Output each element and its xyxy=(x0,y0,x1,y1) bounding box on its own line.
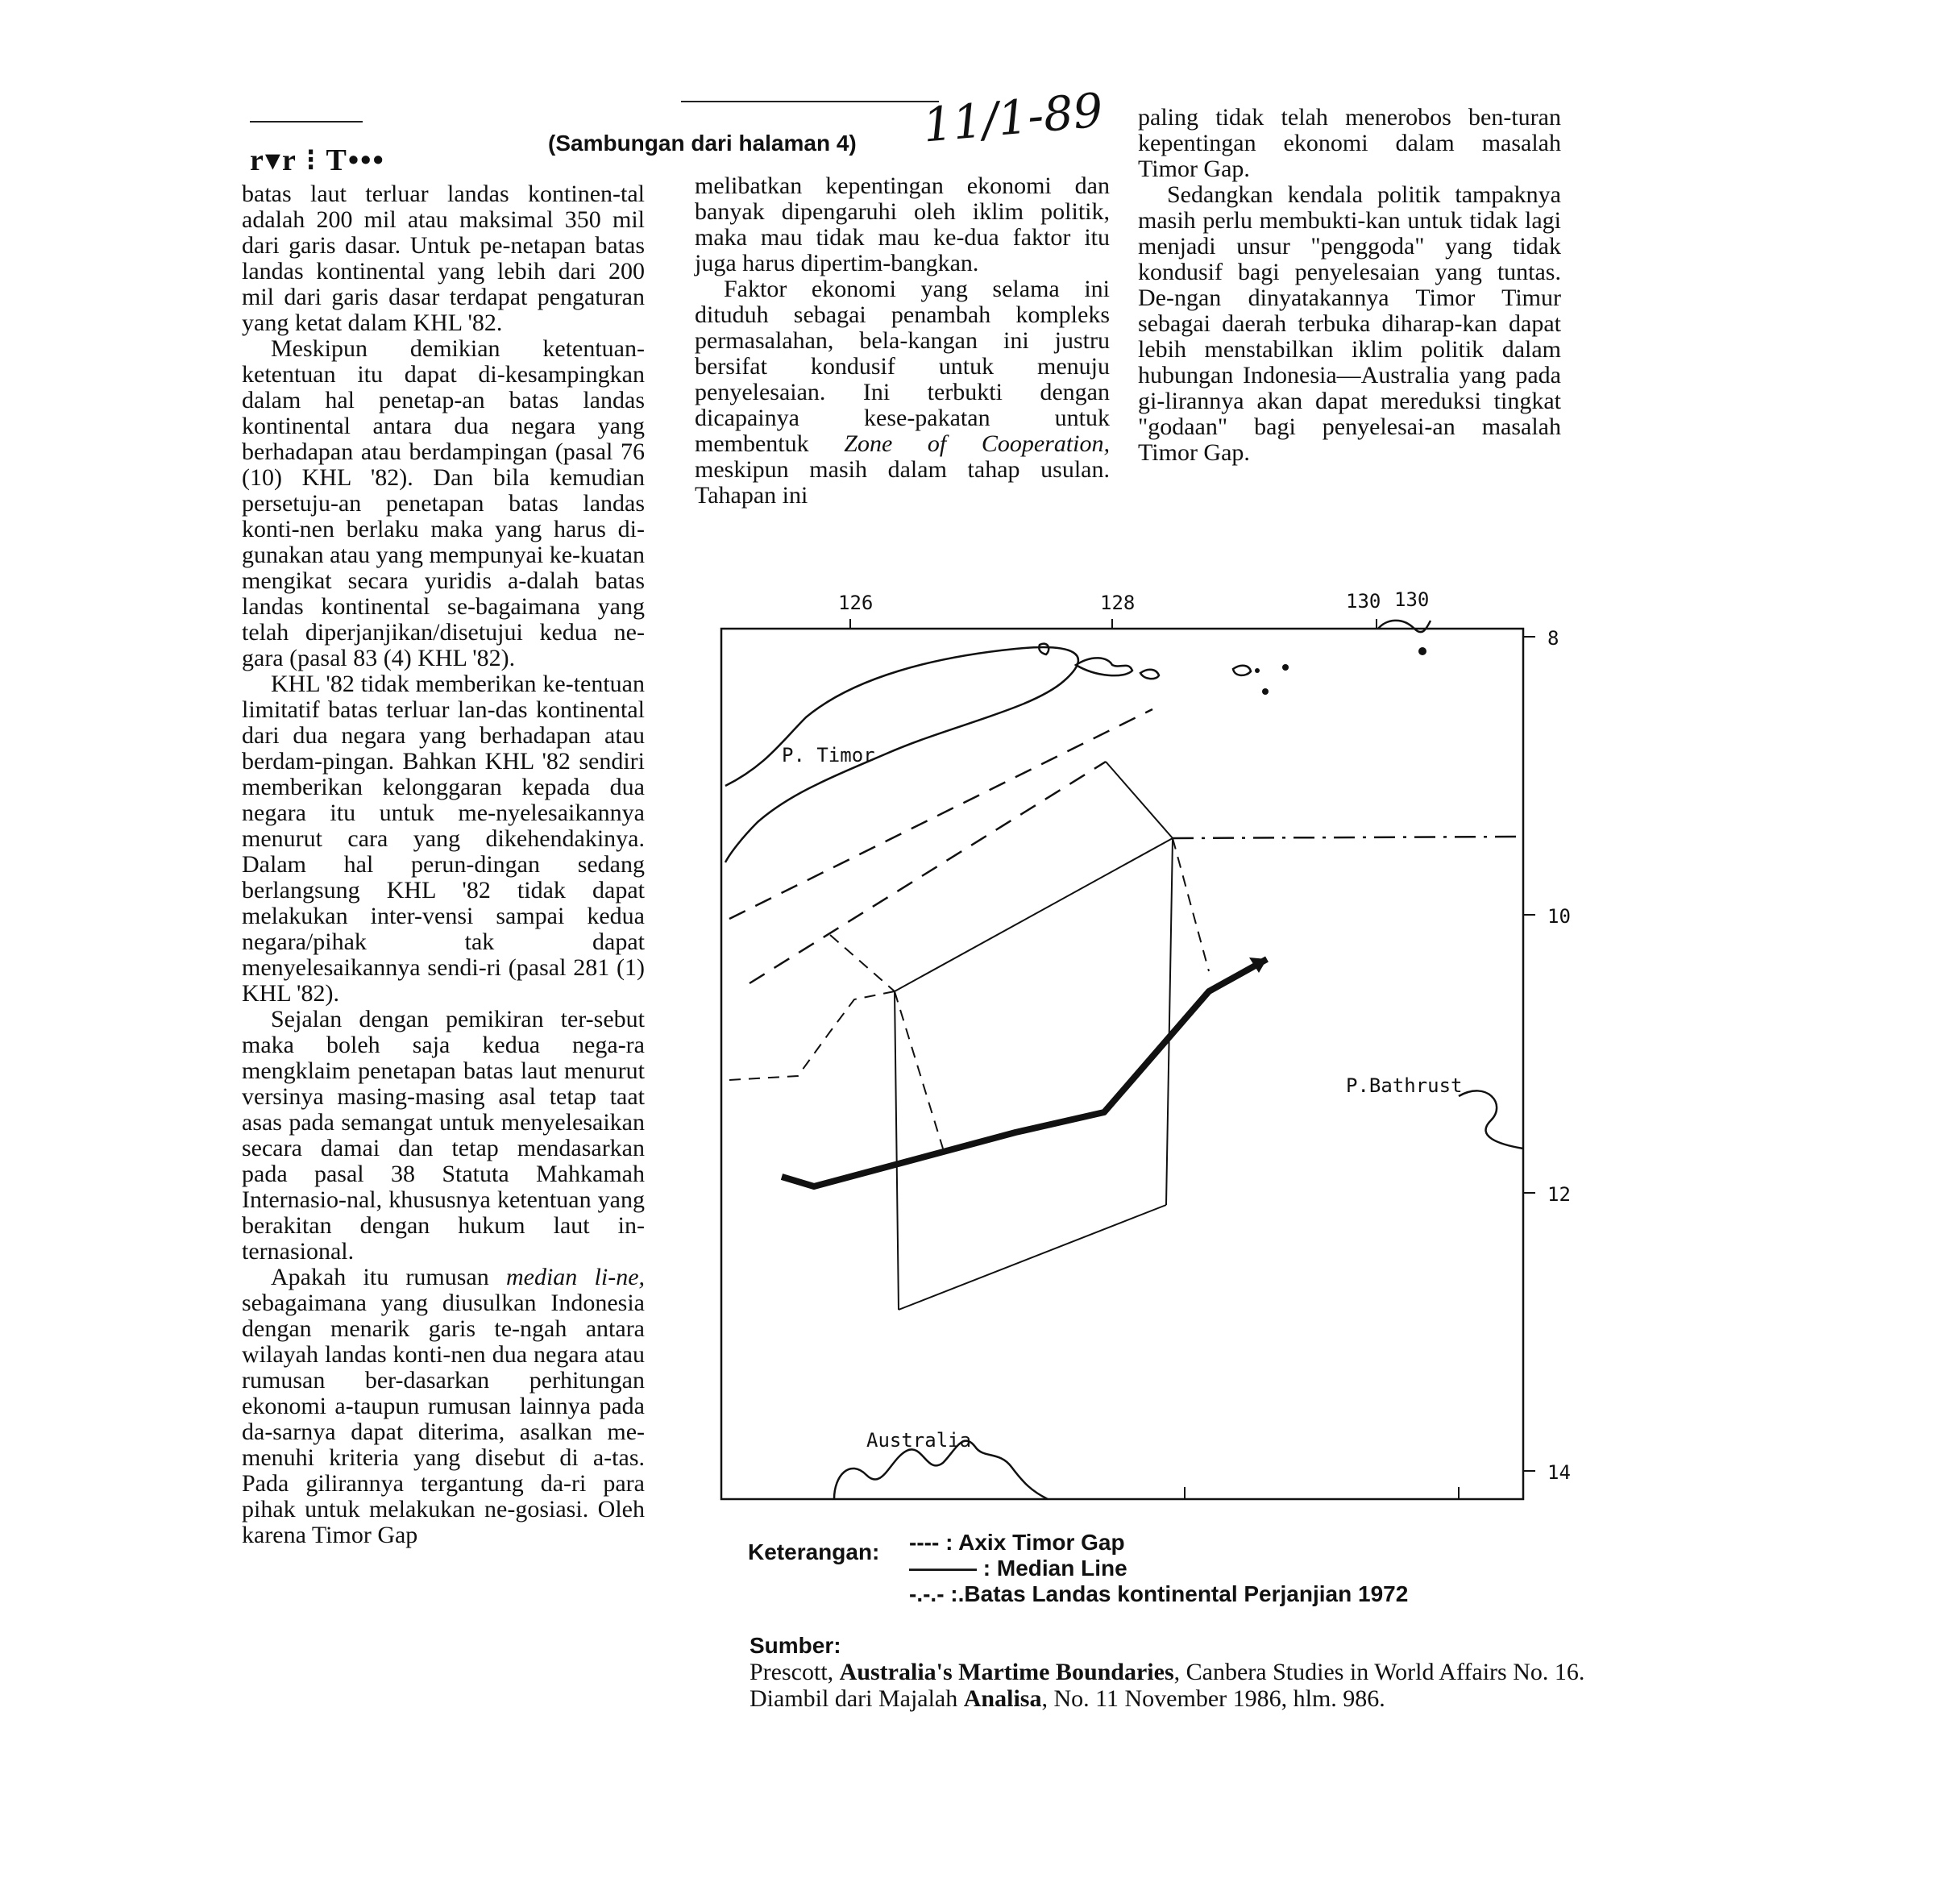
median-line-claim xyxy=(782,959,1267,1186)
text-run: , No. 11 November 1986, hlm. 986. xyxy=(1041,1685,1385,1712)
longitude-label: 130 xyxy=(1346,590,1381,613)
continuation-note: (Sambungan dari halaman 4) xyxy=(548,131,857,156)
island-dot xyxy=(1262,688,1269,695)
paragraph: KHL '82 tidak memberikan ke-tentuan limitatif batas terluar lan-das kontinental dari dua negara yang berhadapan atau berdam-pingan. Bahkan KHL '82 sendiri memberikan kelonggaran kepada dua negara itu untuk me-nyelesaikannya menurut cara yang dikehendakinya. Dalam hal perun-dingan sedang berlangsung KHL '82 tidak dapat melakukan inter-vensi sampai kedua negara/pihak tak dapat menyelesaikannya sendi-ri (pasal 281 (1) KHL '82). xyxy=(242,671,645,1007)
longitude-label: 126 xyxy=(838,592,874,614)
legend-title: Keterangan: xyxy=(748,1539,880,1564)
center-rule xyxy=(681,101,939,102)
paragraph: batas laut terluar landas kontinen-tal adalah 200 mil atau maksimal 350 mil dari garis dasar. Untuk pe-netapan batas landas kontinental yang lebih dari 200 mil dari garis dasar terdapat pengaturan yang ketat dalam KHL '82. xyxy=(242,181,645,336)
legend-item-treaty: -.-.- :.Batas Landas kontinental Perjanjian 1972 xyxy=(909,1581,1409,1606)
source-title: Australia's Martime Boundaries xyxy=(839,1659,1174,1685)
italic-term: median li-ne, xyxy=(505,1264,646,1290)
header-mark: r▾r ⁝ T••• xyxy=(250,143,385,177)
header-rule xyxy=(250,121,363,123)
latitude-label: 12 xyxy=(1547,1183,1571,1206)
italic-term: Zone of Cooperation, xyxy=(844,430,1110,457)
axis-connector xyxy=(1173,838,1209,971)
text-run: Prescott, xyxy=(750,1659,840,1685)
timor-label: P. Timor xyxy=(782,744,875,766)
magazine-name: Analisa xyxy=(963,1685,1042,1712)
longitude-label: 128 xyxy=(1100,592,1136,614)
text-run: Faktor ekonomi yang selama ini dituduh sebagai penambah kompleks permasalahan, bela-kangan ini justru bersifat kondusif untuk menuju penyelesaian. Ini terbukti dengan dicapainya kese-pakatan untuk membentuk xyxy=(695,276,1110,457)
paragraph: Meskipun demikian ketentuan-ketentuan itu dapat di-kesampingkan dalam hal penetap-an batas landas kontinental antara dua negara yang berhadapan atau berdampingan (pasal 76 (10) KHL '82). Dan bila kemudian persetuju-an penetapan batas landas konti-nen berlaku maka yang harus di-gunakan atau yang mempunyai ke-kuatan mengikat secara yuridis a-dalah batas landas kontinental se-bagaimana yang telah diperjanjikan/disetujui kedua ne-gara (pasal 83 (4) KHL '82). xyxy=(242,335,645,671)
source-citation xyxy=(750,1632,1596,1712)
treaty-1972-boundary xyxy=(1173,837,1523,838)
timor-gap-map xyxy=(693,580,1596,1515)
text-run: sebagaimana yang diusulkan Indonesia dengan menarik garis te-ngah antara wilayah landas konti-nen dua negara atau rumusan ber-dasarkan perhitungan ekonomi a-taupun rumusan lainnya pada da-sarnya dapat diterima, asalkan me-menuhi kriteria yang disebut di a-tas. Pada gilirannya tergantung da-ri para pihak untuk melakukan ne-gosiasi. Oleh karena Timor Gap xyxy=(242,1290,645,1548)
axis-timor-gap-line xyxy=(750,762,1106,983)
text-run: meskipun masih dalam tahap usulan. Tahapan ini xyxy=(695,456,1110,509)
article-column-3 xyxy=(1138,105,1561,466)
latitude-label: 10 xyxy=(1547,905,1571,928)
island-dot xyxy=(1282,664,1289,671)
longitude-label: 130 xyxy=(1394,588,1430,611)
australia-label: Australia xyxy=(866,1429,972,1452)
small-island xyxy=(1039,644,1049,654)
source-label: Sumber: xyxy=(750,1633,841,1658)
text-run: Apakah itu rumusan xyxy=(271,1264,506,1290)
source-text xyxy=(750,1659,1596,1712)
paragraph: Sedangkan kendala politik tampaknya masih perlu membukti-kan untuk tidak lagi menjadi unsur "penggoda" yang tidak kondusif bagi penyelesaian yang tuntas. De-ngan dinyatakannya Timor Timur sebagai daerah terbuka diharap-kan dapat lebih menstabilkan iklim politik dalam hubungan Indonesia—Australia yang pada gi-lirannya akan dapat mereduksi tingkat "godaan" bagi penyelesai-an masalah Timor Gap. xyxy=(1138,181,1561,466)
median-line xyxy=(895,838,1173,991)
handwritten-date: 11/1-89 xyxy=(920,82,1106,153)
timor-coastline xyxy=(725,647,1078,862)
median-line xyxy=(1106,762,1173,838)
paragraph: paling tidak telah menerobos ben-turan kepentingan ekonomi dalam masalah Timor Gap. xyxy=(1138,104,1561,182)
axis-connector xyxy=(895,991,943,1149)
small-island xyxy=(1378,621,1431,632)
small-island xyxy=(1140,670,1159,679)
small-island xyxy=(1233,666,1251,675)
axis-connector xyxy=(729,991,895,1080)
bathurst-coastline xyxy=(1459,1090,1523,1149)
median-line xyxy=(899,1205,1166,1310)
axis-timor-gap-line xyxy=(729,709,1152,919)
paragraph xyxy=(242,1265,645,1548)
latitude-label: 14 xyxy=(1547,1461,1571,1484)
legend-item-median: ——— : Median Line xyxy=(909,1556,1127,1581)
article-column-2 xyxy=(695,173,1110,509)
paragraph: Sejalan dengan pemikiran ter-sebut maka boleh saja kedua nega-ra mengklaim penetapan batas laut menurut versinya masing-masing asal tetap taat asas pada semangat untuk menyelesaikan secara damai dan tetap mendasarkan pada pasal 38 Statuta Mahkamah Internasio-nal, khususnya ketentuan yang berakitan dengan hukum laut in-ternasional. xyxy=(242,1006,645,1265)
legend-item-axis: ---- : Axix Timor Gap xyxy=(909,1530,1125,1555)
text-run: , Canbera Studies in World Affairs No. 16. Diambil dari Majalah xyxy=(750,1659,1585,1712)
paragraph xyxy=(695,276,1110,509)
island-dot xyxy=(1255,668,1260,673)
paragraph: melibatkan kepentingan ekonomi dan banyak dipengaruhi oleh iklim politik, maka mau tidak mau ke-dua faktor itu juga harus dipertim-bangkan. xyxy=(695,172,1110,276)
axis-connector xyxy=(830,935,895,991)
article-column-1 xyxy=(242,181,645,1548)
island-dot xyxy=(1418,647,1426,655)
median-line xyxy=(1166,838,1173,1205)
latitude-label: 8 xyxy=(1547,627,1559,650)
small-island xyxy=(1076,658,1132,675)
bathurst-label: P.Bathrust xyxy=(1346,1074,1463,1097)
median-line xyxy=(895,991,899,1310)
